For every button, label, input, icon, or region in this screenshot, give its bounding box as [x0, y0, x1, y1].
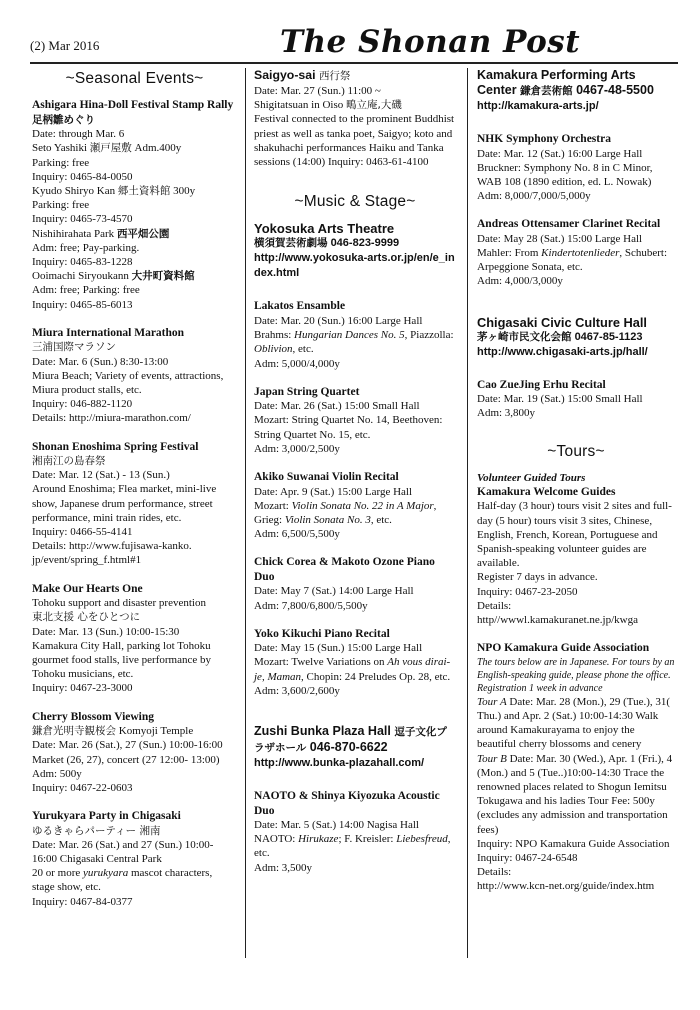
parking: Parking: free: [32, 199, 90, 212]
event-title-jp: ゆるきゃらパーティー 湘南: [32, 824, 161, 837]
concert-erhu: [477, 378, 675, 421]
program: , Schubert: Arpeggione Sonata, etc.: [477, 247, 668, 274]
event-title: Make Our Hearts One: [32, 582, 143, 595]
venue-chigasaki: [477, 315, 675, 360]
section-heading-tours: ~Tours~: [547, 442, 605, 460]
program: Mozart: Twelve Variations on: [254, 656, 388, 669]
tour-note: The tours below are in Japanese. For tours by an English-speaking guide, please phone the office. Registration 1 week in advance: [477, 656, 675, 694]
tour-npo-guide: [477, 641, 675, 893]
venue-name-jp: 大井町資料館: [131, 270, 195, 283]
tour-description: Date: Mar. 30 (Wed.), Apr. 1 (Fri.), 4 (Mon.) and 5 (Tue..)10:00-14:30 Trace the renowned places related to Shogun Iemitsu Tokugawa and his ladies Tour Fee: 500y (excludes any admission and transportation fees): [477, 752, 673, 836]
venue-phone: 046-823-9999: [330, 237, 400, 250]
program-work: Hirukaze: [298, 833, 339, 846]
event-yurukyara: [32, 809, 237, 909]
concert-title: Cao ZueJing Erhu Recital: [477, 378, 606, 391]
program: , Grieg:: [254, 499, 437, 526]
tour-label: Tour A: [477, 695, 507, 708]
event-title-jp: 西行祭: [318, 70, 351, 82]
event-description: mascot characters, stage show, etc.: [32, 867, 213, 894]
event-title: Cherry Blossom Viewing: [32, 710, 155, 723]
details-link[interactable]: Details: http://miura-marathon.com/: [32, 412, 191, 425]
venue-name-jp: 西平畑公園: [116, 227, 170, 240]
admission: Adm: 4,000/3,000y: [477, 275, 563, 288]
venue-name: Seto Yashiki: [32, 142, 88, 155]
details-label: Details:: [477, 599, 512, 612]
event-subtitle: Tohoku support and disaster prevention: [32, 597, 206, 610]
concert-corea-ozone: [254, 555, 456, 612]
inquiry: Inquiry: 0467-84-0377: [32, 895, 133, 908]
program: , Piazzolla:: [404, 329, 454, 342]
event-ashigara: [32, 98, 237, 312]
event-place-jp: 鴫立庵,大磯: [345, 99, 402, 112]
inquiry: Inquiry: 0467-23-2050: [477, 585, 578, 598]
concert-date: Date: May 15 (Sun.) 15:00 Large Hall: [254, 642, 423, 655]
program: NAOTO:: [254, 833, 299, 846]
program-work: Ah vous dirai-je, Maman: [254, 656, 451, 683]
event-date: Date: Mar. 26 (Sat.) and 27 (Sun.) 10:00-16:00 Chigasaki Central Park: [32, 838, 214, 866]
event-description-italic: yurukyara: [83, 867, 129, 880]
concert-date: Date: Mar. 19 (Sat.) 15:00 Small Hall: [477, 393, 643, 406]
program: Mahler: From: [477, 247, 542, 260]
masthead-title: The Shonan Post: [279, 24, 581, 60]
parking: Parking: free: [32, 156, 90, 169]
program: Mozart: String Quartet No. 14, Beethoven: String Quartet No. 15, etc.: [254, 414, 443, 441]
concert-naoto: [254, 789, 456, 875]
concert-title: NHK Symphony Orchestra: [477, 133, 611, 145]
venue-title: Kamakura Performing Arts Center: [477, 68, 636, 97]
event-saigyo-sai: [254, 68, 456, 169]
venue-title-jp: 逗子文化プラザホール: [254, 726, 447, 755]
event-cherry-blossom: [32, 710, 237, 796]
venue-name: Kyudo Shiryo Kan: [32, 185, 116, 198]
venue-phone: 0467-48-5500: [576, 83, 654, 97]
venue-zushi: [254, 724, 456, 771]
program-work: Violin Sonata No. 3: [284, 513, 371, 526]
tour-label: Tour B: [477, 752, 507, 765]
program-work: Violin Sonata No. 22 in A Major: [291, 499, 434, 512]
venue-name-jp: 瀬戸屋敷: [89, 142, 132, 155]
program: Mozart:: [254, 499, 292, 512]
venue-name-jp: 郷土資料館: [117, 185, 171, 198]
concert-title: Japan String Quartet: [254, 385, 360, 398]
event-date: Date: Mar. 27 (Sun.) 11:00 ~: [254, 85, 381, 97]
event-description: Around Enoshima; Flea market, mini-live show, Japanese drum performance, street performance, mini train rides, etc.: [32, 483, 217, 524]
event-title-jp: 湘南江の島春祭: [32, 455, 106, 468]
concert-japan-string-quartet: [254, 385, 456, 456]
admission: Adm: 7,800/6,800/5,500y: [254, 599, 368, 612]
concert-title: Lakatos Ensamble: [254, 300, 346, 313]
concert-date: Date: Apr. 9 (Sat.) 15:00 Large Hall: [254, 485, 413, 498]
venue-admission: 300y: [173, 185, 196, 198]
concert-date: Date: Mar. 26 (Sat.) 15:00 Small Hall: [254, 400, 420, 413]
event-title: Miura International Marathon: [32, 326, 185, 339]
concert-title: Andreas Ottensamer Clarinet Recital: [477, 218, 661, 231]
concert-lakatos: [254, 299, 456, 370]
event-description: Festival connected to the prominent Buddhist priest as well as tanka poet, Saigyo; koto and shakuhachi performances Haiku and Tanka sessions (14:00) Inquiry: 0463-61-4100: [254, 113, 455, 169]
details-label: Details:: [477, 866, 512, 879]
program-work: Kindertotenlieder: [541, 247, 620, 260]
event-date: Date: Mar. 26 (Sat.), 27 (Sun.) 10:00-16:00: [32, 739, 223, 752]
venue-url[interactable]: http://www.yokosuka-arts.or.jp/en/e_index.html: [254, 252, 455, 280]
inquiry: Inquiry: 0465-83-1228: [32, 256, 133, 269]
venue-name: Nishihirahata Park: [32, 227, 115, 240]
concert-kikuchi: [254, 627, 456, 698]
concert-suwanai: [254, 470, 456, 541]
column-seasonal-events: [32, 68, 237, 923]
venue-url[interactable]: http://www.bunka-plazahall.com/: [254, 757, 425, 770]
admission: Adm: free; Parking: free: [32, 284, 140, 297]
page-header: [30, 24, 678, 64]
admission: Adm: 8,000/7,000/5,000y: [477, 190, 591, 203]
event-title: Shonan Enoshima Spring Festival: [32, 440, 199, 453]
inquiry: Inquiry: 0465-73-4570: [32, 213, 133, 226]
issue-date: (2) Mar 2016: [30, 38, 100, 53]
tour-volunteer-guides: [477, 471, 675, 628]
venue-name: Ooimachi Siryoukann: [32, 270, 129, 283]
concert-nhk: [477, 132, 675, 203]
program-work: Oblivion: [254, 343, 293, 356]
venue-title-jp: 茅ヶ崎市民文化会館: [477, 330, 572, 343]
program: , Chopin: 24 Preludes Op. 28, etc.: [301, 670, 451, 683]
admission: Adm: 500y: [32, 767, 82, 780]
inquiry: Inquiry: NPO Kamakura Guide Association: [477, 837, 670, 850]
column-music-stage: [254, 68, 456, 889]
inquiry: Inquiry: 0466-55-4141: [32, 526, 133, 539]
tour-title: Kamakura Welcome Guides: [477, 485, 616, 498]
venue-title-jp: 鎌倉芸術館: [520, 85, 573, 97]
inquiry: Inquiry: 0467-24-6548: [477, 852, 578, 864]
concert-date: Date: May 28 (Sat.) 15:00 Large Hall: [477, 232, 643, 245]
venue-title: Chigasaki Civic Culture Hall: [477, 314, 647, 330]
inquiry: Inquiry: 0467-22-0603: [32, 781, 133, 794]
program: , etc.: [254, 833, 451, 860]
admission: Adm: 3,000/2,500y: [254, 442, 340, 455]
admission: Adm: 5,000/4,000y: [254, 357, 340, 370]
event-venue: Komyoji Temple: [118, 725, 194, 738]
program: , etc.: [292, 343, 314, 356]
inquiry: Inquiry: 046-882-1120: [32, 398, 133, 411]
details-link[interactable]: http://www.kcn-net.org/guide/index.htm: [477, 880, 655, 893]
event-description: Kamakura City Hall, parking lot Tohoku gourmet food stalls, live performance by Tohoku musicians, etc.: [32, 639, 212, 681]
concert-title: Yoko Kikuchi Piano Recital: [254, 627, 390, 640]
section-heading-seasonal: ~Seasonal Events~: [65, 70, 204, 87]
concert-date: Date: May 7 (Sat.) 14:00 Large Hall: [254, 585, 414, 598]
event-date: Date: Mar. 12 (Sat.) - 13 (Sun.): [32, 469, 170, 482]
event-description: Miura Beach; Variety of events, attractions, Miura product stalls, etc.: [32, 369, 224, 396]
venue-yokosuka: [254, 221, 456, 281]
concert-ottensamer: [477, 217, 675, 288]
venue-kamakura-arts: [477, 68, 675, 114]
event-title-jp: 足柄雛めぐり: [32, 113, 95, 126]
admission: Adm: 3,600/2,600y: [254, 684, 340, 697]
tour-description: Date: Mar. 28 (Mon.), 29 (Tue.), 31( Thu.) and Apr. 2 (Sat.) 10:00-14:30 Walk around Kamakurayama to enjoy the beautiful cherry blossoms and cenery: [477, 695, 671, 751]
program: , etc.: [370, 513, 392, 526]
concert-title: NAOTO & Shinya Kiyozuka Acoustic Duo: [254, 790, 440, 817]
venue-url[interactable]: http://www.chigasaki-arts.jp/hall/: [477, 345, 648, 358]
event-title: Saigyo-sai: [254, 68, 316, 82]
venue-admission: Adm.400y: [134, 142, 182, 155]
inquiry: Inquiry: 0465-85-6013: [32, 298, 133, 311]
event-hearts-one: [32, 582, 237, 696]
event-miura-marathon: [32, 326, 237, 426]
inquiry: Inquiry: 0467-23-3000: [32, 682, 133, 695]
venue-title-jp: 横須賀芸術劇場: [254, 237, 328, 250]
program: Bruckner: Symphony No. 8 in C Minor, WAB 108 (1890 edition, ed. L. Nowak): [477, 161, 653, 188]
details-link[interactable]: http//wwwl.kamakuranet.ne.jp/kwga: [477, 614, 638, 627]
concert-date: Date: Mar. 5 (Sat.) 14:00 Nagisa Hall: [254, 819, 419, 832]
tour-category: Volunteer Guided Tours: [477, 471, 586, 484]
tour-title: NPO Kamakura Guide Association: [477, 642, 650, 655]
tour-description: Half-day (3 hour) tours visit 2 sites and full-day (5 hour) tours visit 3 sites, Chinese, English, French, Korean, Portuguese and Spanish-speaking volunteer guides are available.: [477, 500, 672, 570]
program-work: Hungarian Dances No. 5: [294, 329, 405, 342]
event-schedule: Market (26, 27), concert (27 12:00- 13:00): [32, 753, 220, 766]
event-title-jp: 鎌倉光明寺観桜会: [32, 725, 116, 738]
concert-date: Date: Mar. 12 (Sat.) 16:00 Large Hall: [477, 147, 643, 160]
program: Brahms:: [254, 329, 295, 342]
event-title-jp: 三浦国際マラソン: [32, 341, 116, 354]
program-work: Liebesfreud: [396, 833, 448, 846]
admission: Adm: 6,500/5,500y: [254, 528, 340, 541]
admission: Adm: free; Pay-parking.: [32, 241, 140, 254]
tour-registration: Register 7 days in advance.: [477, 571, 598, 584]
details-link[interactable]: Details: http://www.fujisawa-kanko. jp/event/spring_f.html#1: [32, 540, 192, 567]
event-date: Date: Mar. 6 (Sun.) 8:30-13:00: [32, 355, 169, 368]
event-place: Shigitatsuan in Oiso: [254, 99, 344, 112]
concert-title: Chick Corea & Makoto Ozone Piano Duo: [254, 556, 435, 583]
event-description: 20 or more: [32, 867, 84, 880]
admission: Adm: 3,500y: [254, 861, 313, 874]
column-divider: [467, 68, 468, 958]
column-divider: [245, 68, 246, 958]
admission: Adm: 3,800y: [477, 407, 536, 420]
event-date: Date: through Mar. 6: [32, 128, 125, 141]
concert-date: Date: Mar. 20 (Sun.) 16:00 Large Hall: [254, 314, 423, 327]
event-title: Ashigara Hina-Doll Festival Stamp Rally: [32, 99, 234, 112]
program: ; F. Kreisler:: [338, 833, 397, 846]
event-title-jp: 東北支援 心をひとつに: [32, 611, 141, 624]
concert-title: Akiko Suwanai Violin Recital: [254, 471, 399, 484]
event-enoshima-spring: [32, 440, 237, 568]
venue-phone: 046-870-6622: [309, 740, 388, 755]
inquiry: Inquiry: 0465-84-0050: [32, 170, 133, 183]
venue-title: Zushi Bunka Plaza Hall: [254, 724, 391, 739]
event-title: Yurukyara Party in Chigasaki: [32, 810, 181, 823]
event-date: Date: Mar. 13 (Sun.) 10:00-15:30: [32, 625, 180, 638]
venue-url[interactable]: http://kamakura-arts.jp/: [477, 100, 599, 112]
venue-title: Yokosuka Arts Theatre: [254, 221, 395, 237]
column-venues-tours: [477, 68, 675, 908]
venue-phone: 0467-85-1123: [574, 330, 643, 343]
section-heading-music: ~Music & Stage~: [294, 193, 416, 211]
